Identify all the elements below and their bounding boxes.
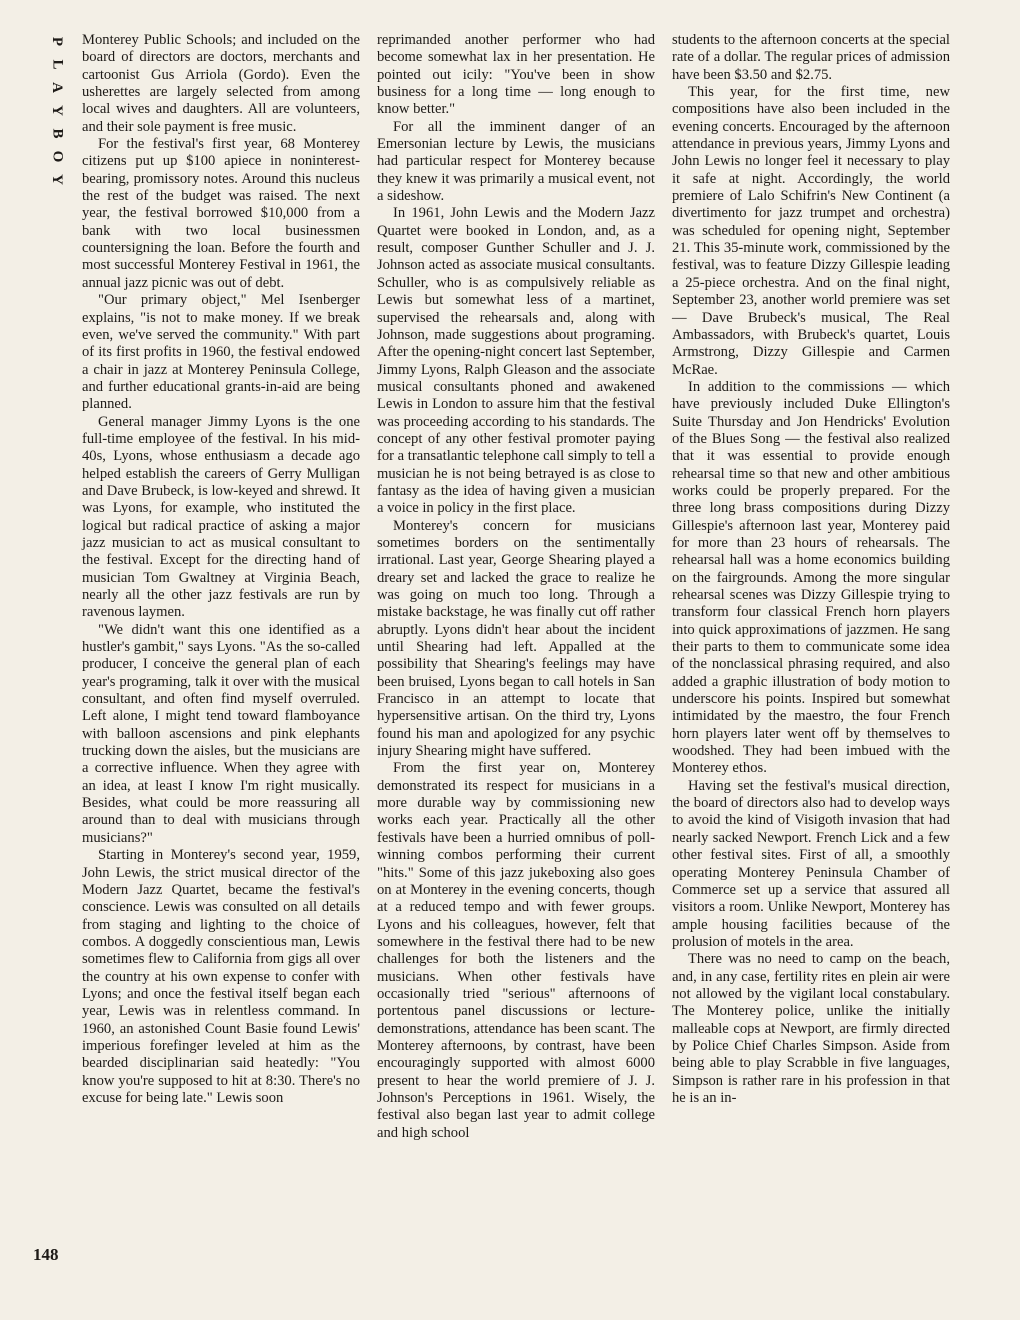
paragraph: This year, for the first time, new compositions have also been included in the evening concerts. Encouraged by the afternoon attendance in previous years, Jimmy Lyons and John Lewis no longer feel it necessary to play it safe at night. Accordingly, the world premiere of Lalo Schifrin's New Continent (a divertimento for jazz trumpet and orchestra) was scheduled for opening night, September 21. This 35-minute work, commissioned by the festival, was to feature Dizzy Gillespie leading a 25-piece orchestra. And on the final night, September 23, another world premiere was set — Dave Brubeck's musical, The Real Ambassadors, with Brubeck's quartet, Louis Armstrong, Dizzy Gillespie and Carmen McRae.: [672, 84, 950, 378]
masthead-letter: B: [49, 128, 66, 139]
text-column-1: [82, 32, 360, 1107]
text-column-2: [377, 32, 655, 1142]
text-column-3: [672, 32, 950, 1107]
paragraph: students to the afternoon concerts at the special rate of a dollar. The regular prices of admission have been $3.50 and $2.75.: [672, 32, 950, 83]
paragraph: In 1961, John Lewis and the Modern Jazz Quartet were booked in London, and, as a result, composer Gunther Schuller and J. J. Johnson acted as associate musical consultants. Schuller, who is as compulsively reliable as Lewis but somewhat less of a martinet, supervised the rehearsals and, along with Johnson, made suggestions about programing. After the opening-night concert last September, Jimmy Lyons, Ralph Gleason and the associate musical consultants phoned and awakened Lewis in London to assure him that the festival was proceeding according to his standards. The concept of any other festival promoter paying for a transatlantic telephone call simply to tell a musician he is not being betrayed is as close to fantasy as the idea of having given a musician a voice in policy in the first place.: [377, 205, 655, 517]
paragraph: Monterey's concern for musicians sometimes borders on the sentimentally irrational. Last year, George Shearing played a dreary set and lacked the grace to realize he was going on much too long. Through a mistake backstage, he was finally cut off rather abruptly. Lyons didn't hear about the incident until Shearing had left. Appalled at the possibility that Shearing's feelings may have been bruised, Lyons began to call hotels in San Francisco in an attempt to locate that hypersensitive artisan. On the third try, Lyons found his man and apologized for any psychic injury Shearing might have suffered.: [377, 517, 655, 760]
masthead-letter: P: [49, 36, 66, 47]
paragraph: Starting in Monterey's second year, 1959, John Lewis, the strict musical director of the Modern Jazz Quartet, became the festival's conscience. Lewis was consulted on all details from staging and lighting to the choice of combos. A doggedly conscientious man, Lewis sometimes flew to California from gigs all over the country at his own expense to confer with Lyons; and once the festival itself began each year, Lewis was in relentless command. In 1960, an astonished Count Basie found Lewis' imperious forefinger leveled at him as the bearded disciplinarian said heatedly: "You know you're supposed to hit at 8:30. There's no excuse for being late." Lewis soon: [82, 847, 360, 1106]
magazine-name-vertical: [49, 30, 66, 191]
masthead-letter: Y: [49, 174, 66, 185]
paragraph: From the first year on, Monterey demonstrated its respect for musicians in a more durable way by commissioning new works each year. Practically all the other festivals have been a hurried omnibus of poll-winning combos performing their current "hits." Some of this jazz jukeboxing also goes on at Monterey in the evening concerts, though at a reduced tempo and with fewer groups. Lyons and his colleagues, however, felt that somewhere in the festival there had to be new challenges for both the listeners and the musicians. When other festivals have occasionally tried "serious" afternoons of portentous panel discussions or lecture-demonstrations, attendance has been scant. The Monterey afternoons, by contrast, have been encouragingly supported with almost 6000 present to hear the world premiere of J. J. Johnson's Perceptions in 1961. Wisely, the festival also began last year to admit college and high school: [377, 760, 655, 1141]
paragraph: "We didn't want this one identified as a hustler's gambit," says Lyons. "As the so-called producer, I conceive the general plan of each year's programing, talk it over with the musical consultant, and often find myself overruled. Left alone, I might tend toward flamboyance with balloon ascensions and pink elephants trucking down the aisles, but the musicians are a corrective influence. When they agree with an idea, at least I know I'm right musically. Besides, what could be more reassuring all around than to deal with musicians through musicians?": [82, 621, 360, 846]
masthead-letter: Y: [49, 105, 66, 116]
page-number: 148: [33, 1245, 59, 1264]
paragraph: There was no need to camp on the beach, and, in any case, fertility rites en plein air were not allowed by the vigilant local constabulary. The Monterey police, unlike the initially malleable cops at Newport, are firmly directed by Police Chief Charles Simpson. Aside from being able to play Scrabble in five languages, Simpson is rather rare in his profession in that he is an in-: [672, 951, 950, 1106]
masthead-letter: A: [49, 82, 66, 93]
masthead-letter: L: [49, 59, 66, 70]
masthead-letter: O: [49, 150, 66, 163]
paragraph: For the festival's first year, 68 Monterey citizens put up $100 apiece in noninterest-bearing, promissory notes. Around this nucleus the rest of the budget was raised. The next year, the festival borrowed $10,000 from a bank with two local businessmen countersigning the loan. Before the fourth and most successful Monterey Festival in 1961, the annual jazz picnic was out of debt.: [82, 136, 360, 291]
paragraph: General manager Jimmy Lyons is the one full-time employee of the festival. In his mid-40s, Lyons, whose enthusiasm a decade ago helped establish the careers of Gerry Mulligan and Dave Brubeck, is low-keyed and shrewd. It was Lyons, for example, who instituted the logical but radical practice of asking a major jazz musician to act as musical consultant to the festival. Except for the directing hand of musician Tom Gwaltney at Virginia Beach, nearly all the other jazz festivals are run by ravenous laymen.: [82, 413, 360, 621]
paragraph: Monterey Public Schools; and included on the board of directors are doctors, merchants and cartoonist Gus Arriola (Gordo). Even the usherettes are largely selected from among local wives and daughters. All are volunteers, and their sole payment is free music.: [82, 32, 360, 135]
paragraph: "Our primary object," Mel Isenberger explains, "is not to make money. If we break even, we've served the community." With part of its first profits in 1960, the festival endowed a chair in jazz at Monterey Peninsula College, and further educational grants-in-aid are being planned.: [82, 292, 360, 413]
paragraph: reprimanded another performer who had become somewhat lax in her presentation. He pointed out icily: "You've been in show business for a long time — long enough to know better.": [377, 32, 655, 118]
paragraph: Having set the festival's musical direction, the board of directors also had to develop ways to avoid the kind of Visigoth invasion that had nearly sacked Newport. French Lick and a few other festival sites. First of all, a smoothly operating Monterey Peninsula Chamber of Commerce set up a service that assured all visitors a room. Unlike Newport, Monterey has ample housing facilities because of the prolusion of motels in the area.: [672, 777, 950, 950]
paragraph: In addition to the commissions — which have previously included Duke Ellington's Suite Thursday and Jon Hendricks' Evolution of the Blues Song — the festival also realized that it was essential to provide enough rehearsal time so that new and other ambitious works could be properly prepared. For the three long brass compositions during Dizzy Gillespie's afternoon last year, Monterey paid for more than 23 hours of rehearsals. The rehearsal hall was a home economics building on the fairgrounds. Among the more singular rehearsal scenes was Dizzy Gillespie trying to transform four classical French horn players into quick approximations of jazzmen. He sang their parts to them to communicate some idea of the nonclassical phrasing required, and also added a graphic illustration of body motion to underscore his points. Inspired but somewhat intimidated by the maestro, the four French horn players later went off by themselves to woodshed. They had been imbued with the Monterey ethos.: [672, 378, 950, 777]
paragraph: For all the imminent danger of an Emersonian lecture by Lewis, the musicians had particular respect for Monterey because they knew it was primarily a musical event, not a sideshow.: [377, 118, 655, 205]
